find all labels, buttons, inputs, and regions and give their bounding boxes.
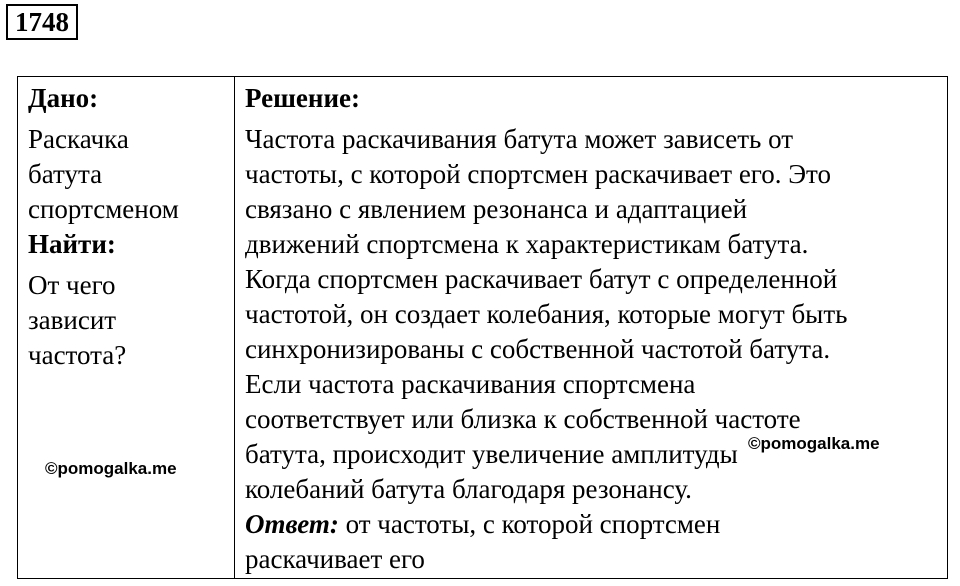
given-line: батута bbox=[28, 159, 103, 189]
solution-line: батута, происходит увеличение амплитуды bbox=[245, 439, 738, 469]
solution-line: соответствует или близка к собственной частоте bbox=[245, 404, 801, 434]
solution-text bbox=[245, 122, 945, 577]
solution-line: колебаний батута благодаря резонансу. bbox=[245, 474, 692, 504]
solution-line: частотой, он создает колебания, которые могут быть bbox=[245, 299, 848, 329]
watermark: ©pomogalka.me bbox=[45, 459, 177, 478]
solution-line: движений спортсмена к характеристикам батута. bbox=[245, 229, 809, 259]
find-heading: Найти: bbox=[28, 229, 116, 259]
problem-number: 1748 bbox=[6, 4, 78, 40]
solution-column bbox=[245, 81, 945, 577]
given-line: спортсменом bbox=[28, 194, 179, 224]
solution-line: связано с явлением резонанса и адаптацией bbox=[245, 194, 748, 224]
column-divider bbox=[234, 77, 235, 578]
given-text bbox=[28, 122, 228, 227]
answer-text: от частоты, с которой спортсмен bbox=[338, 509, 721, 539]
answer-line bbox=[245, 507, 945, 542]
answer-line: раскачивает его bbox=[245, 544, 425, 574]
solution-line: Если частота раскачивания спортсмена bbox=[245, 369, 696, 399]
solution-heading: Решение: bbox=[245, 83, 360, 113]
watermark: ©pomogalka.me bbox=[748, 434, 880, 453]
find-line: зависит bbox=[28, 305, 117, 335]
given-column bbox=[28, 81, 228, 373]
given-heading: Дано: bbox=[28, 83, 99, 113]
solution-line: частоты, с которой спортсмен раскачивает его. Это bbox=[245, 159, 831, 189]
given-line: Раскачка bbox=[28, 124, 129, 154]
solution-line: синхронизированы с собственной частотой батута. bbox=[245, 334, 831, 364]
find-line: От чего bbox=[28, 270, 116, 300]
find-text bbox=[28, 268, 228, 373]
solution-table bbox=[17, 76, 948, 579]
solution-line: Когда спортсмен раскачивает батут с определенной bbox=[245, 264, 838, 294]
find-line: частота? bbox=[28, 340, 127, 370]
answer-label: Ответ: bbox=[245, 509, 339, 539]
solution-line: Частота раскачивания батута может зависеть от bbox=[245, 124, 794, 154]
